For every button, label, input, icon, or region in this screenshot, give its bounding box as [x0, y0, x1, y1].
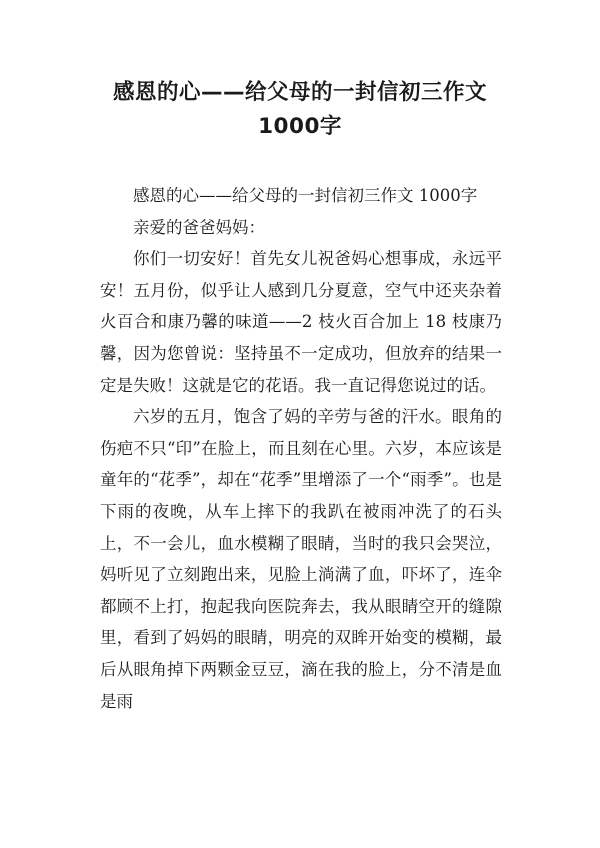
paragraph-salutation: 亲爱的爸爸妈妈： [133, 217, 265, 237]
document-body [100, 180, 502, 717]
paragraph-heading-line: 感恩的心——给父母的一封信初三作文 1000字 [133, 186, 478, 205]
paragraph-memory: 六岁的五月，饱含了妈的辛劳与爸的汗水。眼角的伤疤不只“印”在脸上，而且刻在心里。六岁，本应该是童年的“花季”，却在“花季”里增添了一个“雨季”。也是下雨的夜晚，从车上摔下的我趴在被雨冲洗了的石头上，不一会儿，血水模糊了眼睛，当时的我只会哭泣，妈听见了立刻跑出来，见脸上淌满了血，吓坏了，连伞都顾不上打，抱起我向医院奔去，我从眼睛空开的缝隙里，看到了妈妈的眼睛，明亮的双眸开始变的模糊，最后从眼角掉下两颗金豆豆，滴在我的脸上，分不清是血是雨 [100, 407, 502, 711]
document-title: 感恩的心——给父母的一封信初三作文1000字 [112, 80, 487, 139]
paragraph-greeting: 你们一切安好！首先女儿祝爸妈心想事成，永远平安！五月份，似乎让人感到几分夏意，空气中还夹杂着火百合和康乃馨的味道——2 枝火百合加上 18 枝康乃馨，因为您曾说：坚持虽不一定成功，但放弃的结果一定是失败！这就是它的花语。我一直记得您说过的话。 [100, 249, 502, 395]
